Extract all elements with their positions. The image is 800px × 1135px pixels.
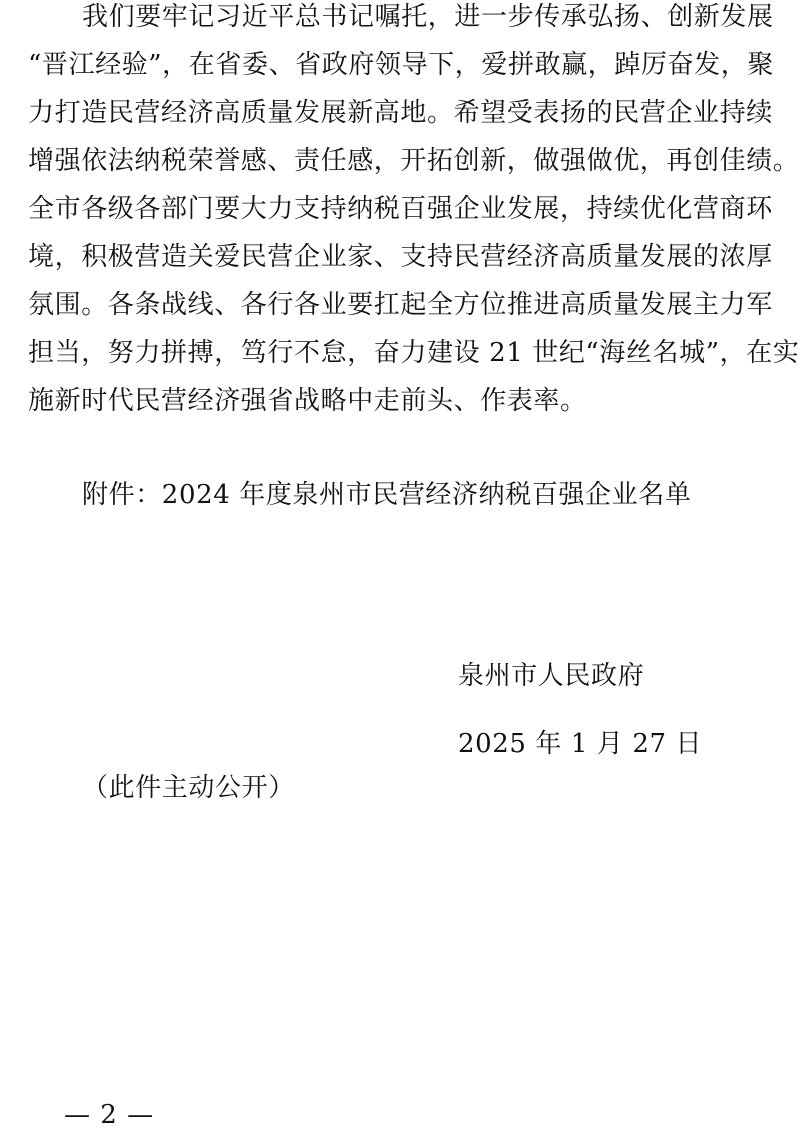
paragraph-line-5: 全市各级各部门要大力支持纳税百强企业发展，持续优化营商环 (28, 194, 773, 224)
page-number: — 2 — (64, 1100, 155, 1130)
public-disclosure-note: （此件主动公开） (82, 773, 295, 803)
paragraph-line-8: 担当，努力拼搏，笃行不怠，奋力建设 21 世纪“海丝名城”，在实 (28, 338, 800, 368)
signature-organization: 泉州市人民政府 (458, 661, 645, 691)
paragraph-line-4: 增强依法纳税荣誉感、责任感，开拓创新，做强做优，再创佳绩。 (28, 146, 800, 176)
paragraph-line-6: 境，积极营造关爱民营企业家、支持民营经济高质量发展的浓厚 (28, 242, 773, 272)
paragraph-line-3: 力打造民营经济高质量发展新高地。希望受表扬的民营企业持续 (28, 98, 773, 128)
paragraph-line-7: 氛围。各条战线、各行各业要扛起全方位推进高质量发展主力军 (28, 290, 773, 320)
paragraph-line-9: 施新时代民营经济强省战略中走前头、作表率。 (28, 386, 587, 416)
signature-date: 2025 年 1 月 27 日 (458, 729, 703, 759)
paragraph-line-1: 我们要牢记习近平总书记嘱托，进一步传承弘扬、创新发展 (82, 2, 774, 32)
paragraph-line-2: “晋江经验”，在省委、省政府领导下，爱拼敢赢，踔厉奋发，聚 (28, 50, 774, 80)
attachment-title: 附件：2024 年度泉州市民营经济纳税百强企业名单 (82, 480, 692, 510)
